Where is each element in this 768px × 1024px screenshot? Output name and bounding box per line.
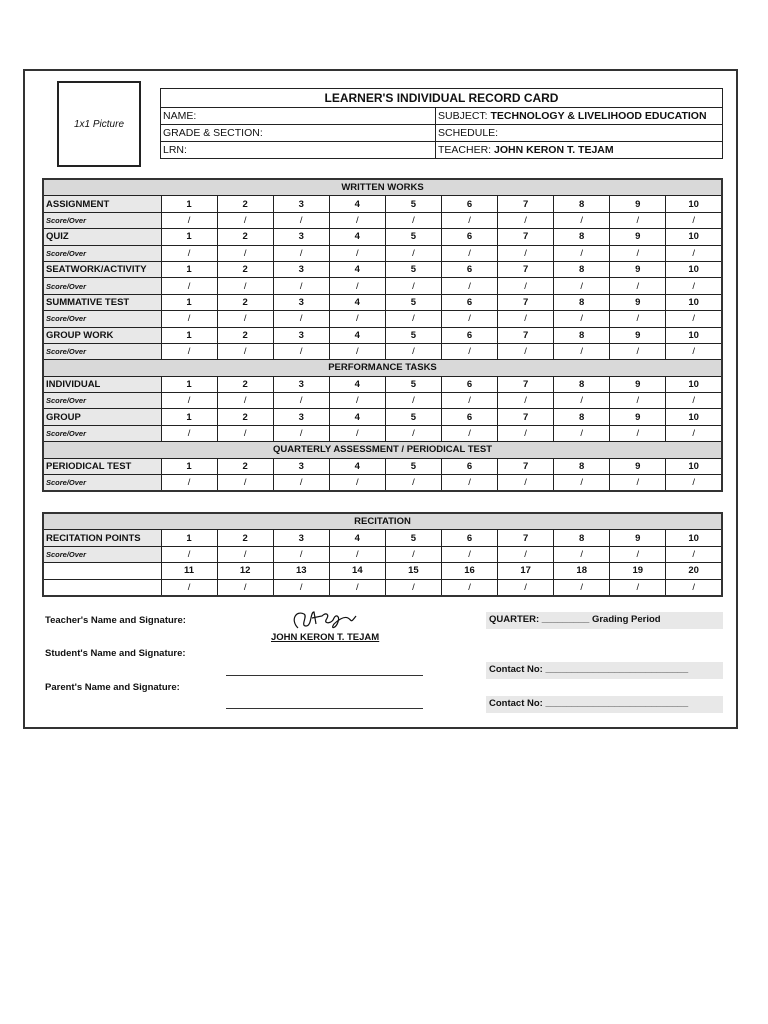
score-cell[interactable]: / [217,393,273,409]
subject-label: SUBJECT: [438,110,488,122]
schedule-field[interactable] [436,125,723,142]
score-cell[interactable]: / [498,278,554,294]
table-row [43,376,722,392]
score-cell[interactable]: / [273,212,329,228]
score-row [43,343,722,359]
score-cell[interactable]: / [217,546,273,562]
item-number: 8 [554,409,610,425]
score-cell[interactable]: / [385,343,441,359]
score-cell[interactable]: / [666,311,722,327]
item-number: 10 [666,229,722,245]
score-cell[interactable]: / [273,278,329,294]
table-row [43,229,722,245]
score-cell[interactable]: / [666,278,722,294]
item-number: 4 [329,458,385,474]
score-cell[interactable]: / [610,579,666,596]
table-row [43,294,722,310]
item-number: 1 [161,196,217,212]
score-cell[interactable]: / [498,393,554,409]
item-number: 15 [385,563,441,579]
quarter-field[interactable]: QUARTER: _________ Grading Period [486,612,723,629]
score-row [43,475,722,492]
score-row [43,393,722,409]
score-over-label: Score/Over [43,245,161,261]
item-number: 1 [161,458,217,474]
score-cell[interactable]: / [610,311,666,327]
score-cell[interactable]: / [217,245,273,261]
score-cell[interactable]: / [498,245,554,261]
score-over-label [43,579,161,596]
item-number: 5 [385,376,441,392]
row-individual: INDIVIDUAL [43,376,161,392]
table-row [43,261,722,277]
parent-signature-line[interactable] [226,708,423,709]
score-cell[interactable]: / [217,343,273,359]
subject-value: TECHNOLOGY & LIVELIHOOD EDUCATION [490,110,707,122]
item-number: 1 [161,294,217,310]
student-signature-label: Student's Name and Signature: [45,648,186,659]
score-cell[interactable]: / [441,425,497,441]
score-cell[interactable]: / [666,343,722,359]
score-cell[interactable]: / [554,579,610,596]
item-number: 5 [385,294,441,310]
item-number: 9 [610,376,666,392]
table-row [43,196,722,212]
item-number: 5 [385,327,441,343]
item-number: 7 [498,261,554,277]
item-number: 4 [329,294,385,310]
item-number: 8 [554,327,610,343]
item-number: 3 [273,196,329,212]
item-number: 10 [666,376,722,392]
score-cell[interactable]: / [385,579,441,596]
score-cell[interactable]: / [498,212,554,228]
score-cell[interactable]: / [610,546,666,562]
item-number: 4 [329,261,385,277]
lrn-label: LRN: [163,144,187,156]
score-cell[interactable]: / [666,475,722,492]
row-assignment: ASSIGNMENT [43,196,161,212]
item-number: 3 [273,294,329,310]
score-cell[interactable]: / [329,245,385,261]
score-cell[interactable]: / [161,278,217,294]
photo-placeholder [57,81,141,167]
parent-signature-label: Parent's Name and Signature: [45,682,180,693]
item-number: 8 [554,458,610,474]
item-number: 8 [554,261,610,277]
score-cell[interactable]: / [610,245,666,261]
item-number: 1 [161,530,217,546]
score-cell[interactable]: / [441,475,497,492]
row-periodical-test: PERIODICAL TEST [43,458,161,474]
teacher-printed-name: JOHN KERON T. TEJAM [271,632,380,643]
score-cell[interactable]: / [498,579,554,596]
row-seatwork: SEATWORK/ACTIVITY [43,261,161,277]
item-number: 9 [610,229,666,245]
item-number: 2 [217,294,273,310]
item-number: 18 [554,563,610,579]
item-number: 3 [273,458,329,474]
score-cell[interactable]: / [666,546,722,562]
student-signature-line[interactable] [226,675,423,676]
name-field[interactable] [161,108,436,125]
item-number: 8 [554,294,610,310]
score-cell[interactable]: / [385,311,441,327]
item-number: 6 [441,376,497,392]
section-recitation: RECITATION [43,513,722,530]
item-number: 10 [666,327,722,343]
score-cell[interactable]: / [441,278,497,294]
score-over-label: Score/Over [43,311,161,327]
row-group-work: GROUP WORK [43,327,161,343]
item-number: 6 [441,409,497,425]
score-cell[interactable]: / [610,393,666,409]
item-number: 6 [441,294,497,310]
item-number: 8 [554,376,610,392]
score-cell[interactable]: / [217,475,273,492]
row-recitation-extra [43,563,161,579]
score-cell[interactable]: / [441,546,497,562]
photo-label: 1x1 Picture [73,118,125,130]
score-cell[interactable]: / [441,579,497,596]
score-cell[interactable]: / [161,212,217,228]
score-over-label: Score/Over [43,278,161,294]
item-number: 10 [666,196,722,212]
score-cell[interactable]: / [273,393,329,409]
item-number: 2 [217,530,273,546]
score-cell[interactable]: / [329,278,385,294]
item-number: 4 [329,229,385,245]
item-number: 9 [610,261,666,277]
item-number: 16 [441,563,497,579]
score-cell[interactable]: / [554,343,610,359]
item-number: 6 [441,261,497,277]
teacher-field[interactable] [436,142,723,159]
score-cell[interactable]: / [441,311,497,327]
item-number: 6 [441,327,497,343]
score-cell[interactable]: / [441,245,497,261]
score-cell[interactable]: / [498,343,554,359]
score-cell[interactable]: / [161,475,217,492]
item-number: 9 [610,409,666,425]
item-number: 6 [441,196,497,212]
item-number: 4 [329,409,385,425]
score-over-label: Score/Over [43,212,161,228]
item-number: 9 [610,327,666,343]
item-number: 10 [666,530,722,546]
score-cell[interactable]: / [217,425,273,441]
item-number: 3 [273,530,329,546]
item-number: 7 [498,458,554,474]
score-cell[interactable]: / [273,546,329,562]
item-number: 8 [554,196,610,212]
score-row [43,278,722,294]
row-quiz: QUIZ [43,229,161,245]
item-number: 7 [498,409,554,425]
item-number: 5 [385,196,441,212]
item-number: 4 [329,327,385,343]
item-number: 9 [610,294,666,310]
item-number: 3 [273,409,329,425]
item-number: 4 [329,196,385,212]
score-cell[interactable]: / [329,343,385,359]
score-cell[interactable]: / [217,311,273,327]
item-number: 7 [498,294,554,310]
score-cell[interactable]: / [273,311,329,327]
score-cell[interactable]: / [329,546,385,562]
header-table [160,88,723,159]
score-over-label: Score/Over [43,546,161,562]
parent-contact-field[interactable]: Contact No: ___________________________ [486,696,723,713]
item-number: 4 [329,530,385,546]
item-number: 11 [161,563,217,579]
subject-field[interactable] [436,108,723,125]
score-cell[interactable]: / [498,475,554,492]
item-number: 12 [217,563,273,579]
item-number: 1 [161,376,217,392]
score-cell[interactable]: / [273,425,329,441]
row-group: GROUP [43,409,161,425]
item-number: 6 [441,530,497,546]
item-number: 10 [666,409,722,425]
score-cell[interactable]: / [217,278,273,294]
item-number: 1 [161,229,217,245]
section-performance-tasks: PERFORMANCE TASKS [43,360,722,376]
score-cell[interactable]: / [666,579,722,596]
item-number: 1 [161,327,217,343]
section-written-works: WRITTEN WORKS [43,179,722,196]
score-cell[interactable]: / [666,245,722,261]
table-row [43,327,722,343]
score-cell[interactable]: / [161,546,217,562]
recitation-table [42,512,723,597]
score-cell[interactable]: / [554,475,610,492]
score-cell[interactable]: / [161,311,217,327]
score-cell[interactable]: / [554,425,610,441]
score-cell[interactable]: / [554,311,610,327]
score-cell[interactable]: / [329,475,385,492]
score-cell[interactable]: / [329,311,385,327]
row-recitation-points: RECITATION POINTS [43,530,161,546]
item-number: 7 [498,196,554,212]
item-number: 1 [161,261,217,277]
score-cell[interactable]: / [610,212,666,228]
lrn-field[interactable] [161,142,436,159]
score-cell[interactable]: / [273,475,329,492]
item-number: 1 [161,409,217,425]
item-number: 19 [610,563,666,579]
item-number: 9 [610,458,666,474]
item-number: 7 [498,229,554,245]
teacher-value: JOHN KERON T. TEJAM [494,144,614,156]
item-number: 7 [498,327,554,343]
score-cell[interactable]: / [217,579,273,596]
score-cell[interactable]: / [554,546,610,562]
item-number: 2 [217,196,273,212]
item-number: 7 [498,376,554,392]
score-over-label: Score/Over [43,475,161,492]
score-cell[interactable]: / [273,245,329,261]
row-summative-test: SUMMATIVE TEST [43,294,161,310]
teacher-signature-label: Teacher's Name and Signature: [45,615,186,626]
score-cell[interactable]: / [385,212,441,228]
table-row [43,530,722,546]
grades-table [42,178,723,492]
item-number: 3 [273,376,329,392]
table-row [43,563,722,579]
score-cell[interactable]: / [161,393,217,409]
item-number: 10 [666,261,722,277]
score-cell[interactable]: / [161,245,217,261]
score-cell[interactable]: / [666,393,722,409]
grade-label: GRADE & SECTION: [163,127,263,139]
score-cell[interactable]: / [610,343,666,359]
score-cell[interactable]: / [385,425,441,441]
item-number: 13 [273,563,329,579]
score-cell[interactable]: / [498,546,554,562]
item-number: 3 [273,261,329,277]
score-over-label: Score/Over [43,343,161,359]
score-cell[interactable]: / [610,278,666,294]
score-row [43,245,722,261]
score-cell[interactable]: / [273,579,329,596]
item-number: 10 [666,458,722,474]
item-number: 10 [666,294,722,310]
score-cell[interactable]: / [273,343,329,359]
item-number: 6 [441,458,497,474]
score-cell[interactable]: / [385,546,441,562]
score-cell[interactable]: / [666,212,722,228]
item-number: 2 [217,261,273,277]
score-cell[interactable]: / [498,311,554,327]
teacher-signature [286,606,366,634]
score-cell[interactable]: / [329,579,385,596]
score-cell[interactable]: / [385,245,441,261]
score-cell[interactable]: / [554,278,610,294]
score-cell[interactable]: / [554,212,610,228]
card-title: LEARNER'S INDIVIDUAL RECORD CARD [161,89,723,108]
score-over-label: Score/Over [43,393,161,409]
score-row [43,546,722,562]
score-cell[interactable]: / [554,393,610,409]
item-number: 2 [217,458,273,474]
score-row [43,212,722,228]
name-label: NAME: [163,110,197,122]
score-row [43,425,722,441]
score-row [43,311,722,327]
item-number: 6 [441,229,497,245]
item-number: 5 [385,409,441,425]
item-number: 5 [385,458,441,474]
score-cell[interactable]: / [329,212,385,228]
score-cell[interactable]: / [385,475,441,492]
item-number: 3 [273,229,329,245]
teacher-label: TEACHER: [438,144,492,156]
score-cell[interactable]: / [329,393,385,409]
score-cell[interactable]: / [441,212,497,228]
item-number: 9 [610,530,666,546]
score-cell[interactable]: / [610,425,666,441]
item-number: 4 [329,376,385,392]
score-row [43,579,722,596]
grade-section-field[interactable] [161,125,436,142]
item-number: 17 [498,563,554,579]
table-row [43,409,722,425]
score-cell[interactable]: / [441,393,497,409]
item-number: 7 [498,530,554,546]
score-cell[interactable]: / [666,425,722,441]
score-cell[interactable]: / [161,343,217,359]
score-cell[interactable]: / [329,425,385,441]
score-cell[interactable]: / [554,245,610,261]
schedule-label: SCHEDULE: [438,127,499,139]
item-number: 2 [217,409,273,425]
table-row [43,458,722,474]
item-number: 14 [329,563,385,579]
score-cell[interactable]: / [161,579,217,596]
item-number: 9 [610,196,666,212]
score-cell[interactable]: / [385,278,441,294]
section-quarterly-assessment: QUARTERLY ASSESSMENT / PERIODICAL TEST [43,442,722,458]
item-number: 5 [385,261,441,277]
score-cell[interactable]: / [441,343,497,359]
item-number: 2 [217,327,273,343]
item-number: 8 [554,229,610,245]
item-number: 3 [273,327,329,343]
score-over-label: Score/Over [43,425,161,441]
score-cell[interactable]: / [610,475,666,492]
item-number: 2 [217,376,273,392]
score-cell[interactable]: / [217,212,273,228]
item-number: 20 [666,563,722,579]
score-cell[interactable]: / [385,393,441,409]
item-number: 5 [385,530,441,546]
item-number: 5 [385,229,441,245]
item-number: 2 [217,229,273,245]
score-cell[interactable]: / [498,425,554,441]
student-contact-field[interactable]: Contact No: ___________________________ [486,662,723,679]
score-cell[interactable]: / [161,425,217,441]
item-number: 8 [554,530,610,546]
